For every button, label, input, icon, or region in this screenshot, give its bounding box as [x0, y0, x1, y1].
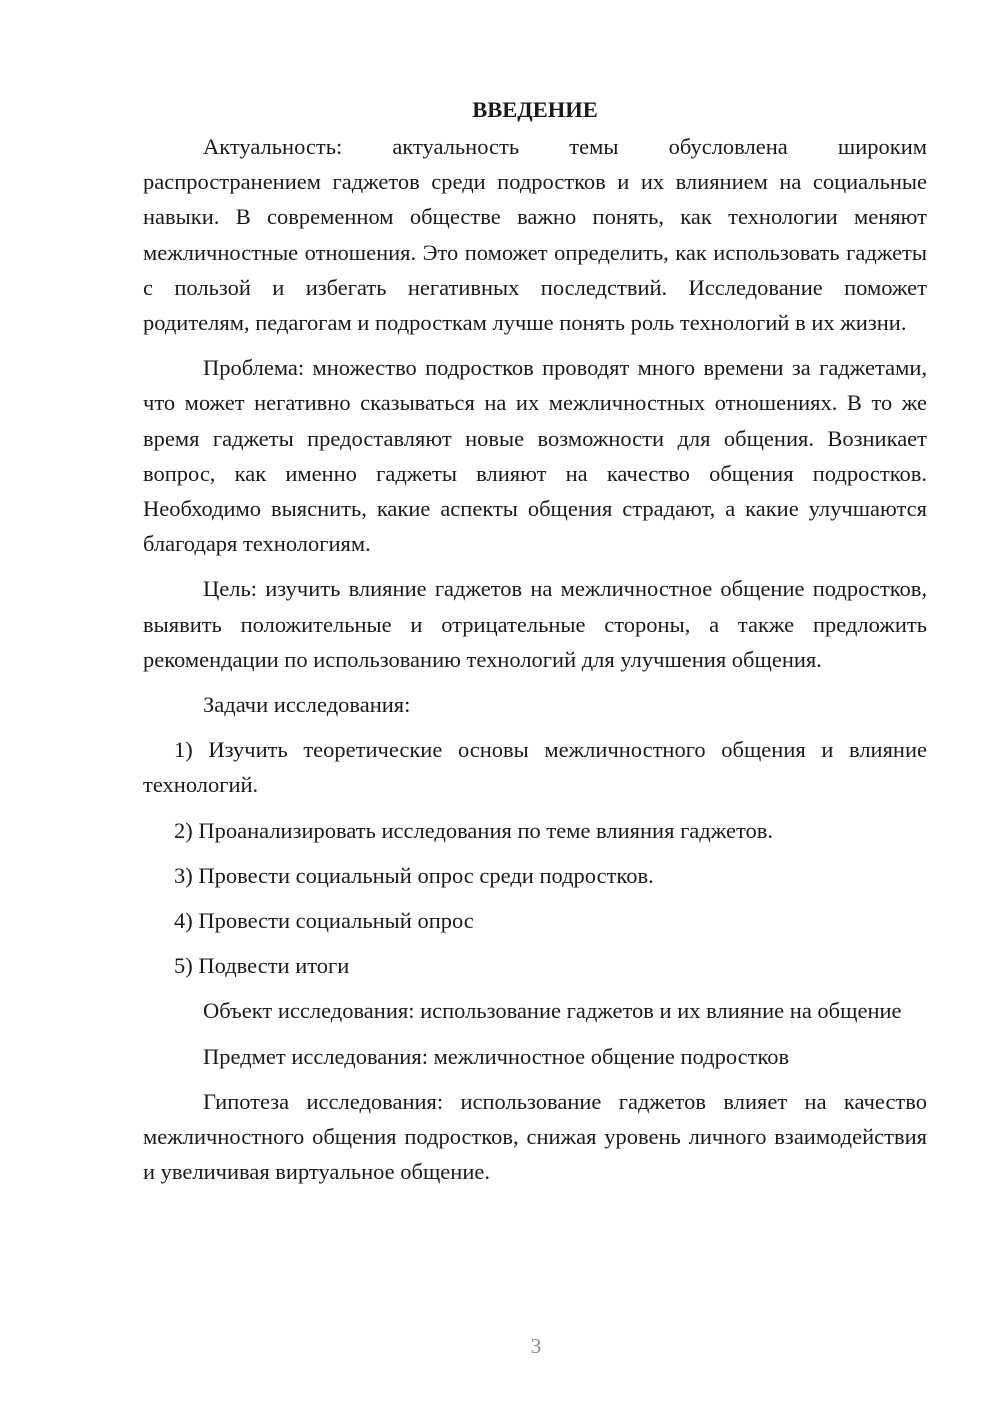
tasks-heading: Задачи исследования: — [203, 692, 411, 718]
relevance-paragraph: Актуальность: актуальность темы обусловлена широким распространением гаджетов среди подростков и их влиянием на социальные навыки. В современном обществе важно понять, как технологии меняют межличностные отношения. Это поможет определить, как использовать гаджеты с пользой и избегать негативных последствий. Исследование поможет родителям, педагогам и подросткам лучше понять роль технологий в их жизни. — [143, 134, 927, 336]
section-title: ВВЕДЕНИЕ — [472, 97, 598, 122]
task-item: 3) Провести социальный опрос среди подростков. — [174, 862, 654, 888]
task-item: 2) Проанализировать исследования по теме влияния гаджетов. — [174, 817, 773, 843]
subject-paragraph: Предмет исследования: межличностное общение подростков — [203, 1043, 790, 1069]
task-item: 5) Подвести итоги — [174, 953, 350, 979]
page-number: 3 — [530, 1334, 542, 1358]
hypothesis-paragraph: Гипотеза исследования: использование гаджетов влияет на качество межличностного общения подростков, снижая уровень личного взаимодействия и увеличивая виртуальное общение. — [143, 1088, 927, 1185]
task-item: 1) Изучить теоретические основы межличностного общения и влияние технологий. — [143, 737, 927, 798]
document-page — [143, 92, 927, 1189]
problem-paragraph: Проблема: множество подростков проводят много времени за гаджетами, что может негативно сказываться на их межличностных отношениях. В то же время гаджеты предоставляют новые возможности для общения. Возникает вопрос, как именно гаджеты влияют на качество общения подростков. Необходимо выяснить, какие аспекты общения страдают, а какие улучшаются благодаря технологиям. — [143, 355, 927, 557]
object-paragraph: Объект исследования: использование гаджетов и их влияние на общение — [203, 998, 902, 1024]
task-item: 4) Провести социальный опрос — [174, 908, 474, 934]
goal-paragraph: Цель: изучить влияние гаджетов на межличностное общение подростков, выявить положительные и отрицательные стороны, а также предложить рекомендации по использованию технологий для улучшения общения. — [143, 576, 927, 672]
